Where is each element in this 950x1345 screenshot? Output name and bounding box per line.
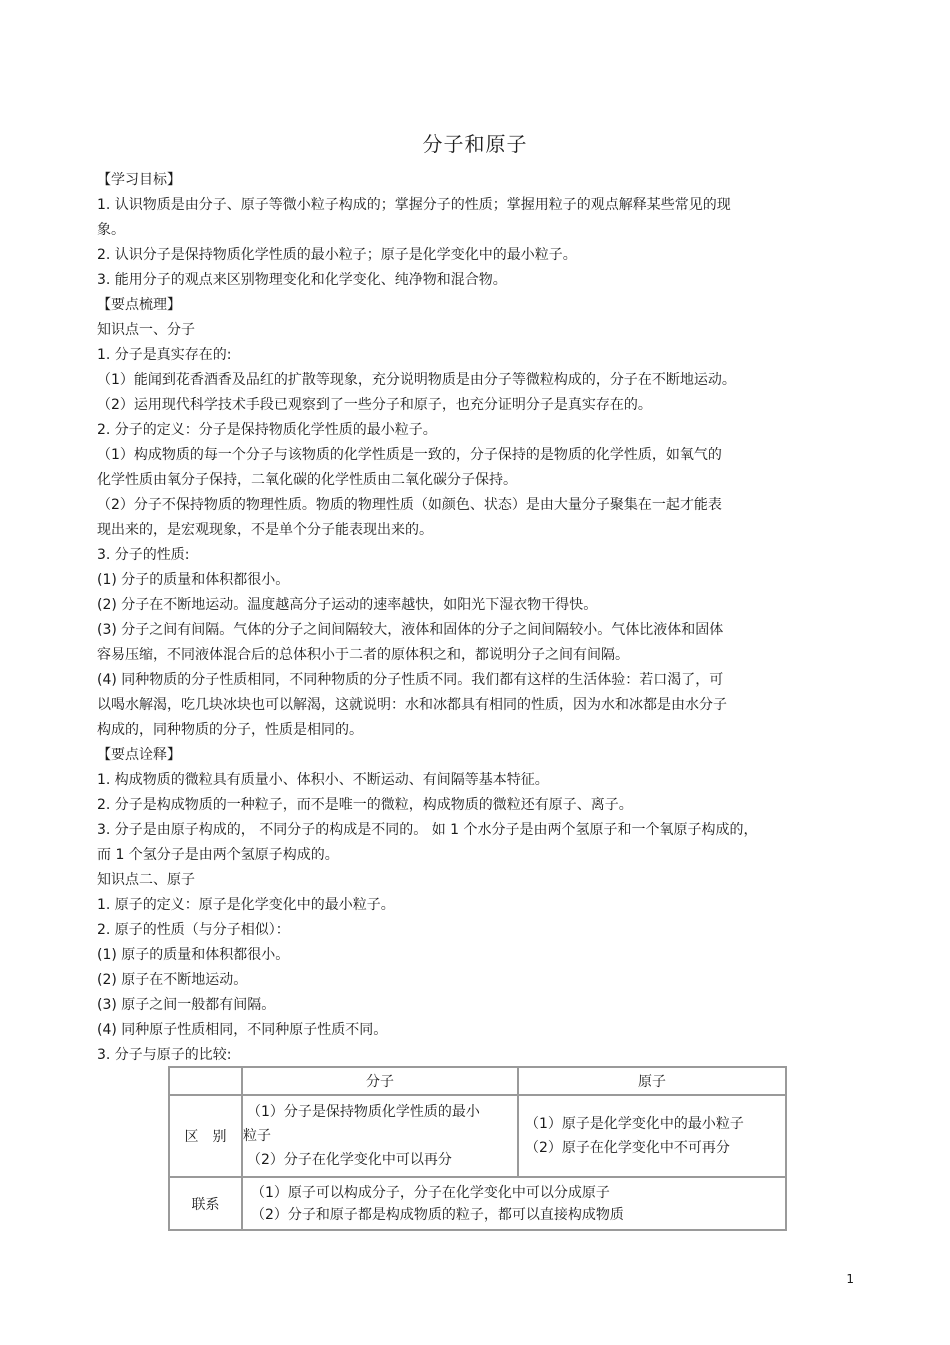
table-row-relation [169,1177,786,1230]
text-line: 而 1 个氢分子是由两个氢原子构成的。 [97,847,339,863]
relation-line: （1）原子可以构成分子，分子在化学变化中可以分成原子 [251,1184,610,1201]
text-line: (3) 原子之间一般都有间隔。 [97,997,276,1013]
text-line: (1) 分子的质量和体积都很小。 [97,572,290,588]
molecule-diff-line: 粒子 [243,1128,271,1144]
atom-diff-line: （2）原子在化学变化中不可再分 [525,1140,730,1156]
text-line: 3. 分子与原子的比较: [97,1047,232,1063]
comparison-table [168,1066,787,1231]
text-line: 现出来的，是宏观现象，不是单个分子能表现出来的。 [97,522,433,538]
row-label-difference: 区 别 [169,1095,242,1177]
relation-line: （2）分子和原子都是构成物质的粒子，都可以直接构成物质 [251,1206,624,1223]
text-line: 象。 [97,222,125,238]
text-line: 1. 认识物质是由分子、原子等微小粒子构成的；掌握分子的性质；掌握用粒子的观点解释某些常见的现 [97,197,731,213]
text-line: 化学性质由氧分子保持，二氧化碳的化学性质由二氧化碳分子保持。 [97,472,517,488]
text-line: 2. 分子是构成物质的一种粒子，而不是唯一的微粒，构成物质的微粒还有原子、离子。 [97,797,633,813]
text-line: 3. 分子是由原子构成的， 不同分子的构成是不同的。 如 1 个水分子是由两个氢原子和一个氧原子构成的， [97,822,758,838]
table-corner-cell [169,1067,242,1095]
text-line: 【学习目标】 [97,172,181,188]
header-molecule: 分子 [242,1067,518,1095]
text-line: （2）分子不保持物质的物理性质。物质的物理性质（如颜色、状态）是由大量分子聚集在一起才能表 [97,497,722,513]
text-line: 2. 原子的性质（与分子相似）： [97,922,290,938]
text-line: (2) 原子在不断地运动。 [97,972,248,988]
text-line: (2) 分子在不断地运动。温度越高分子运动的速率越快，如阳光下湿衣物干得快。 [97,597,598,613]
text-line: 【要点诠释】 [97,747,181,763]
cell-atom-difference [518,1095,786,1177]
molecule-diff-line: （1）分子是保持物质化学性质的最小 [247,1104,480,1120]
text-line: 2. 认识分子是保持物质化学性质的最小粒子；原子是化学变化中的最小粒子。 [97,247,577,263]
text-line: (4) 同种原子性质相同，不同种原子性质不同。 [97,1022,388,1038]
table-row-difference [169,1095,786,1177]
text-line: 以喝水解渴，吃几块冰块也可以解渴，这就说明：水和冰都具有相同的性质，因为水和冰都是由水分子 [97,697,727,713]
text-line: 容易压缩，不同液体混合后的总体积小于二者的原体积之和，都说明分子之间有间隔。 [97,647,629,663]
text-line: (4) 同种物质的分子性质相同，不同种物质的分子性质不同。我们都有这样的生活体验：若口渴了，可 [97,672,724,688]
text-line: 3. 能用分子的观点来区别物理变化和化学变化、纯净物和混合物。 [97,272,507,288]
cell-relation [242,1177,786,1230]
text-line: 知识点一、分子 [97,322,195,338]
text-line: 1. 分子是真实存在的: [97,347,232,363]
page-number: 1 [846,1272,854,1286]
text-line: 知识点二、原子 [97,872,195,888]
header-atom: 原子 [518,1067,786,1095]
text-line: （2）运用现代科学技术手段已观察到了一些分子和原子，也充分证明分子是真实存在的。 [97,397,652,413]
text-line: 1. 原子的定义：原子是化学变化中的最小粒子。 [97,897,395,913]
text-line: 3. 分子的性质: [97,547,190,563]
text-line: 构成的，同种物质的分子，性质是相同的。 [97,722,363,738]
row-label-relation: 联系 [169,1177,242,1230]
text-line: 1. 构成物质的微粒具有质量小、体积小、不断运动、有间隔等基本特征。 [97,772,549,788]
text-line: 【要点梳理】 [97,297,181,313]
text-line: （1）构成物质的每一个分子与该物质的化学性质是一致的，分子保持的是物质的化学性质，如氧气的 [97,447,722,463]
cell-molecule-difference [242,1095,518,1177]
page-title: 分子和原子 [422,132,528,156]
text-line: 2. 分子的定义：分子是保持物质化学性质的最小粒子。 [97,422,437,438]
molecule-diff-line: （2）分子在化学变化中可以再分 [247,1152,452,1168]
text-line: (3) 分子之间有间隔。气体的分子之间间隔较大，液体和固体的分子之间间隔较小。气体比液体和固体 [97,622,724,638]
table-header-row [169,1067,786,1095]
text-line: （1）能闻到花香酒香及品红的扩散等现象，充分说明物质是由分子等微粒构成的，分子在不断地运动。 [97,372,736,388]
text-line: (1) 原子的质量和体积都很小。 [97,947,290,963]
atom-diff-line: （1）原子是化学变化中的最小粒子 [525,1116,744,1132]
